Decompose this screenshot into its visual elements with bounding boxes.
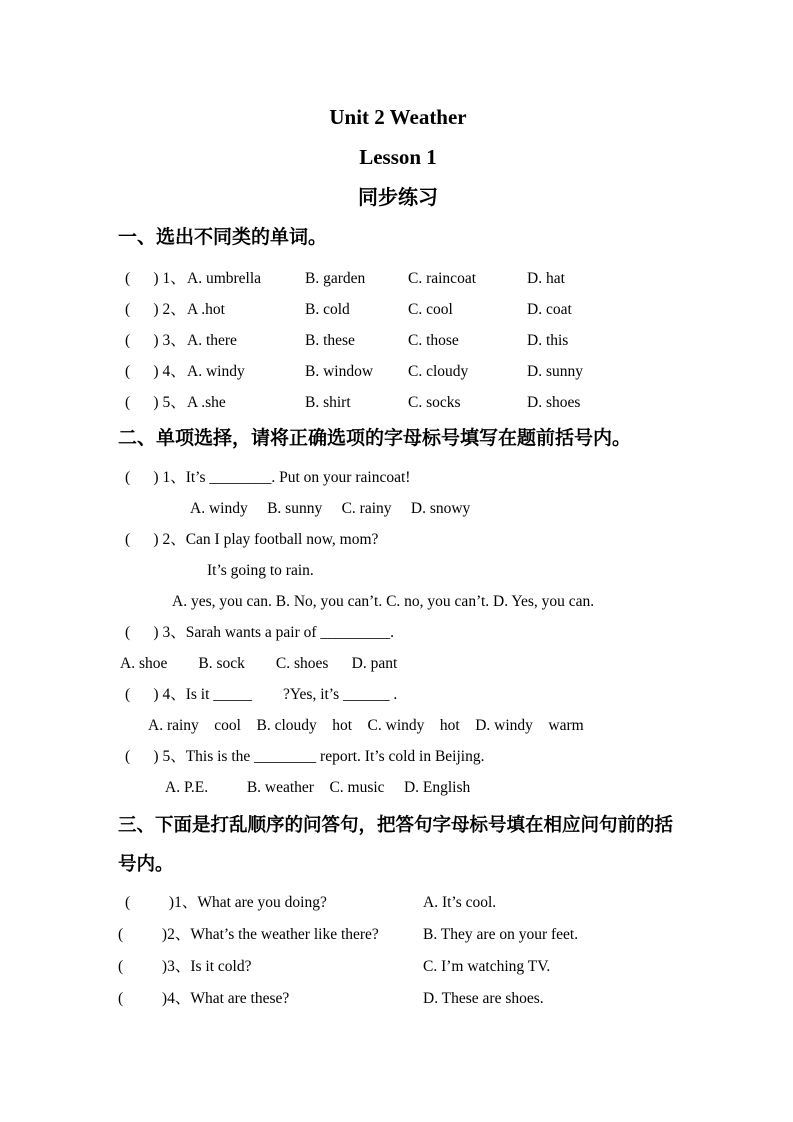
answer-text: A. It’s cool. (423, 894, 497, 911)
option-b: B. window (305, 363, 374, 380)
option-b: B. shirt (305, 394, 351, 411)
dialog-line: It’s going to rain. (207, 562, 314, 579)
answer-text: C. I’m watching TV. (423, 958, 551, 975)
question-row (118, 263, 678, 294)
answer-text: B. They are on your feet. (423, 926, 579, 943)
section1-heading: 一、选出不同类的单词。 (118, 226, 328, 248)
section1-questions (118, 263, 678, 418)
option-c: C. cloudy (408, 363, 469, 380)
question-text: ( )3、Is it cold? (118, 958, 252, 975)
options-line: A. P.E. B. weather C. music D. English (165, 779, 471, 796)
qa-row (118, 887, 678, 919)
section3-matching (118, 887, 678, 1015)
question-line: ( ) 4、Is it _____ ?Yes, it’s ______ . (125, 686, 398, 703)
unit-title: Unit 2 Weather (329, 105, 467, 129)
question-line: ( ) 1、It’s ________. Put on your raincoat! (125, 469, 411, 486)
question-text: ( )1、What are you doing? (125, 894, 327, 911)
option-b: B. cold (305, 301, 350, 318)
question-text: ( )2、What’s the weather like there? (118, 926, 379, 943)
question-line: ( ) 3、Sarah wants a pair of _________. (125, 624, 395, 641)
section2-heading: 二、单项选择，请将正确选项的字母标号填写在题前括号内。 (118, 427, 632, 449)
option-a: A .she (187, 394, 226, 411)
answer-text: D. These are shoes. (423, 990, 544, 1007)
options-line: A. shoe B. sock C. shoes D. pant (120, 655, 398, 672)
option-a: A .hot (187, 301, 225, 318)
option-a: A. there (187, 332, 237, 349)
answer-paren: ( ) 4、 (125, 363, 186, 380)
section3-heading: 三、下面是打乱顺序的问答句，把答句字母标号填在相应问句前的括号内。 (118, 815, 674, 875)
option-d: D. coat (527, 301, 572, 318)
question-text: ( )4、What are these? (118, 990, 290, 1007)
question-row (118, 387, 678, 418)
options-line: A. yes, you can. B. No, you can’t. C. no, you can’t. D. Yes, you can. (172, 593, 595, 610)
option-a: A. umbrella (187, 270, 262, 287)
answer-paren: ( ) 2、 (125, 301, 186, 318)
lesson-title: Lesson 1 (359, 145, 437, 169)
option-b: B. garden (305, 270, 366, 287)
answer-paren: ( ) 1、 (125, 270, 186, 287)
option-d: D. sunny (527, 363, 583, 380)
qa-row (118, 951, 678, 983)
option-d: D. hat (527, 270, 565, 287)
qa-row (118, 983, 678, 1015)
option-d: D. shoes (527, 394, 581, 411)
question-line: ( ) 2、Can I play football now, mom? (125, 531, 379, 548)
option-c: C. those (408, 332, 459, 349)
option-d: D. this (527, 332, 569, 349)
section2-questions (118, 462, 678, 803)
option-c: C. cool (408, 301, 453, 318)
answer-paren: ( ) 3、 (125, 332, 186, 349)
qa-row (118, 919, 678, 951)
worksheet-subtitle: 同步练习 (358, 185, 438, 209)
options-line: A. rainy cool B. cloudy hot C. windy hot D. windy warm (148, 717, 584, 734)
option-c: C. socks (408, 394, 461, 411)
option-b: B. these (305, 332, 355, 349)
options-line: A. windy B. sunny C. rainy D. snowy (190, 500, 471, 517)
question-row (118, 294, 678, 325)
question-line: ( ) 5、This is the ________ report. It’s cold in Beijing. (125, 748, 485, 765)
question-row (118, 356, 678, 387)
option-a: A. windy (187, 363, 245, 380)
answer-paren: ( ) 5、 (125, 394, 186, 411)
question-row (118, 325, 678, 356)
option-c: C. raincoat (408, 270, 477, 287)
